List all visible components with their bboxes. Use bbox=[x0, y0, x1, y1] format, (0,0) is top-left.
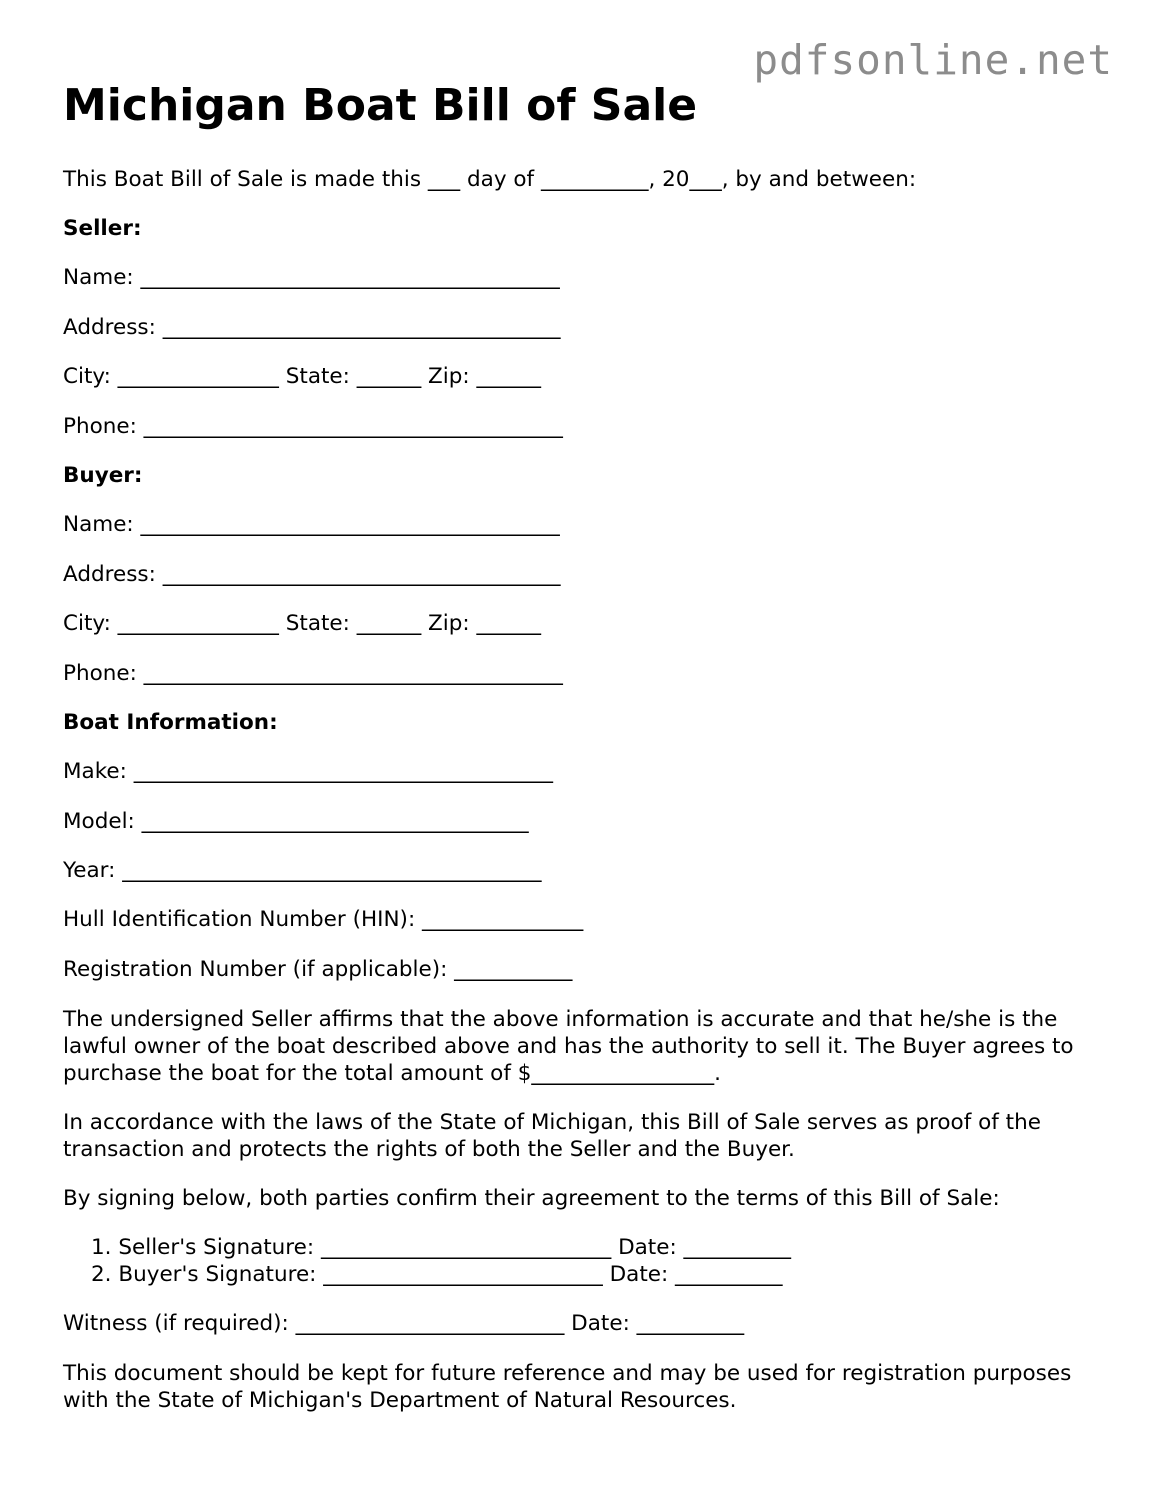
buyer-name-field: Name: _______________________________________ bbox=[63, 512, 560, 537]
law-statement-paragraph: In accordance with the laws of the State of Michigan, this Bill of Sale serves as proof of the transaction and protects the rights of both the Seller and the Buyer. bbox=[63, 1110, 1041, 1162]
page-title: Michigan Boat Bill of Sale bbox=[63, 80, 698, 131]
boat-model-field: Model: ____________________________________ bbox=[63, 809, 529, 834]
watermark: pdfsonline.net bbox=[753, 36, 1113, 84]
seller-address-field: Address: _____________________________________ bbox=[63, 315, 561, 340]
agreement-text: By signing below, both parties confirm their agreement to the terms of this Bill of Sale: bbox=[63, 1186, 1000, 1211]
seller-city-state-zip-field: City: _______________ State: ______ Zip: ______ bbox=[63, 364, 541, 389]
buyer-signature-line: 2. Buyer's Signature: __________________________ Date: __________ bbox=[91, 1262, 783, 1287]
seller-phone-field: Phone: _______________________________________ bbox=[63, 414, 563, 439]
affirmation-paragraph: The undersigned Seller affirms that the above information is accurate and that he/she is the lawful owner of the boat described above and has the authority to sell it. The Buyer agrees to purchase the boat for the total amount of $_________________. bbox=[63, 1007, 1074, 1086]
seller-signature-line: 1. Seller's Signature: ___________________________ Date: __________ bbox=[91, 1235, 792, 1260]
seller-name-field: Name: _______________________________________ bbox=[63, 265, 560, 290]
boat-make-field: Make: _______________________________________ bbox=[63, 759, 553, 784]
buyer-city-state-zip-field: City: _______________ State: ______ Zip: ______ bbox=[63, 611, 541, 636]
boat-registration-field: Registration Number (if applicable): ___________ bbox=[63, 957, 573, 982]
seller-heading: Seller: bbox=[63, 216, 142, 241]
buyer-heading: Buyer: bbox=[63, 463, 143, 488]
buyer-address-field: Address: _____________________________________ bbox=[63, 562, 561, 587]
intro-text: This Boat Bill of Sale is made this ___ day of __________, 20___, by and between: bbox=[63, 167, 917, 192]
boat-heading: Boat Information: bbox=[63, 710, 278, 735]
witness-line: Witness (if required): _________________________ Date: __________ bbox=[63, 1311, 745, 1336]
boat-year-field: Year: _______________________________________ bbox=[63, 858, 542, 883]
boat-hin-field: Hull Identification Number (HIN): _______________ bbox=[63, 907, 584, 932]
buyer-phone-field: Phone: _______________________________________ bbox=[63, 661, 563, 686]
closing-paragraph: This document should be kept for future reference and may be used for registration purposes with the State of Michigan's Department of Natural Resources. bbox=[63, 1361, 1072, 1413]
